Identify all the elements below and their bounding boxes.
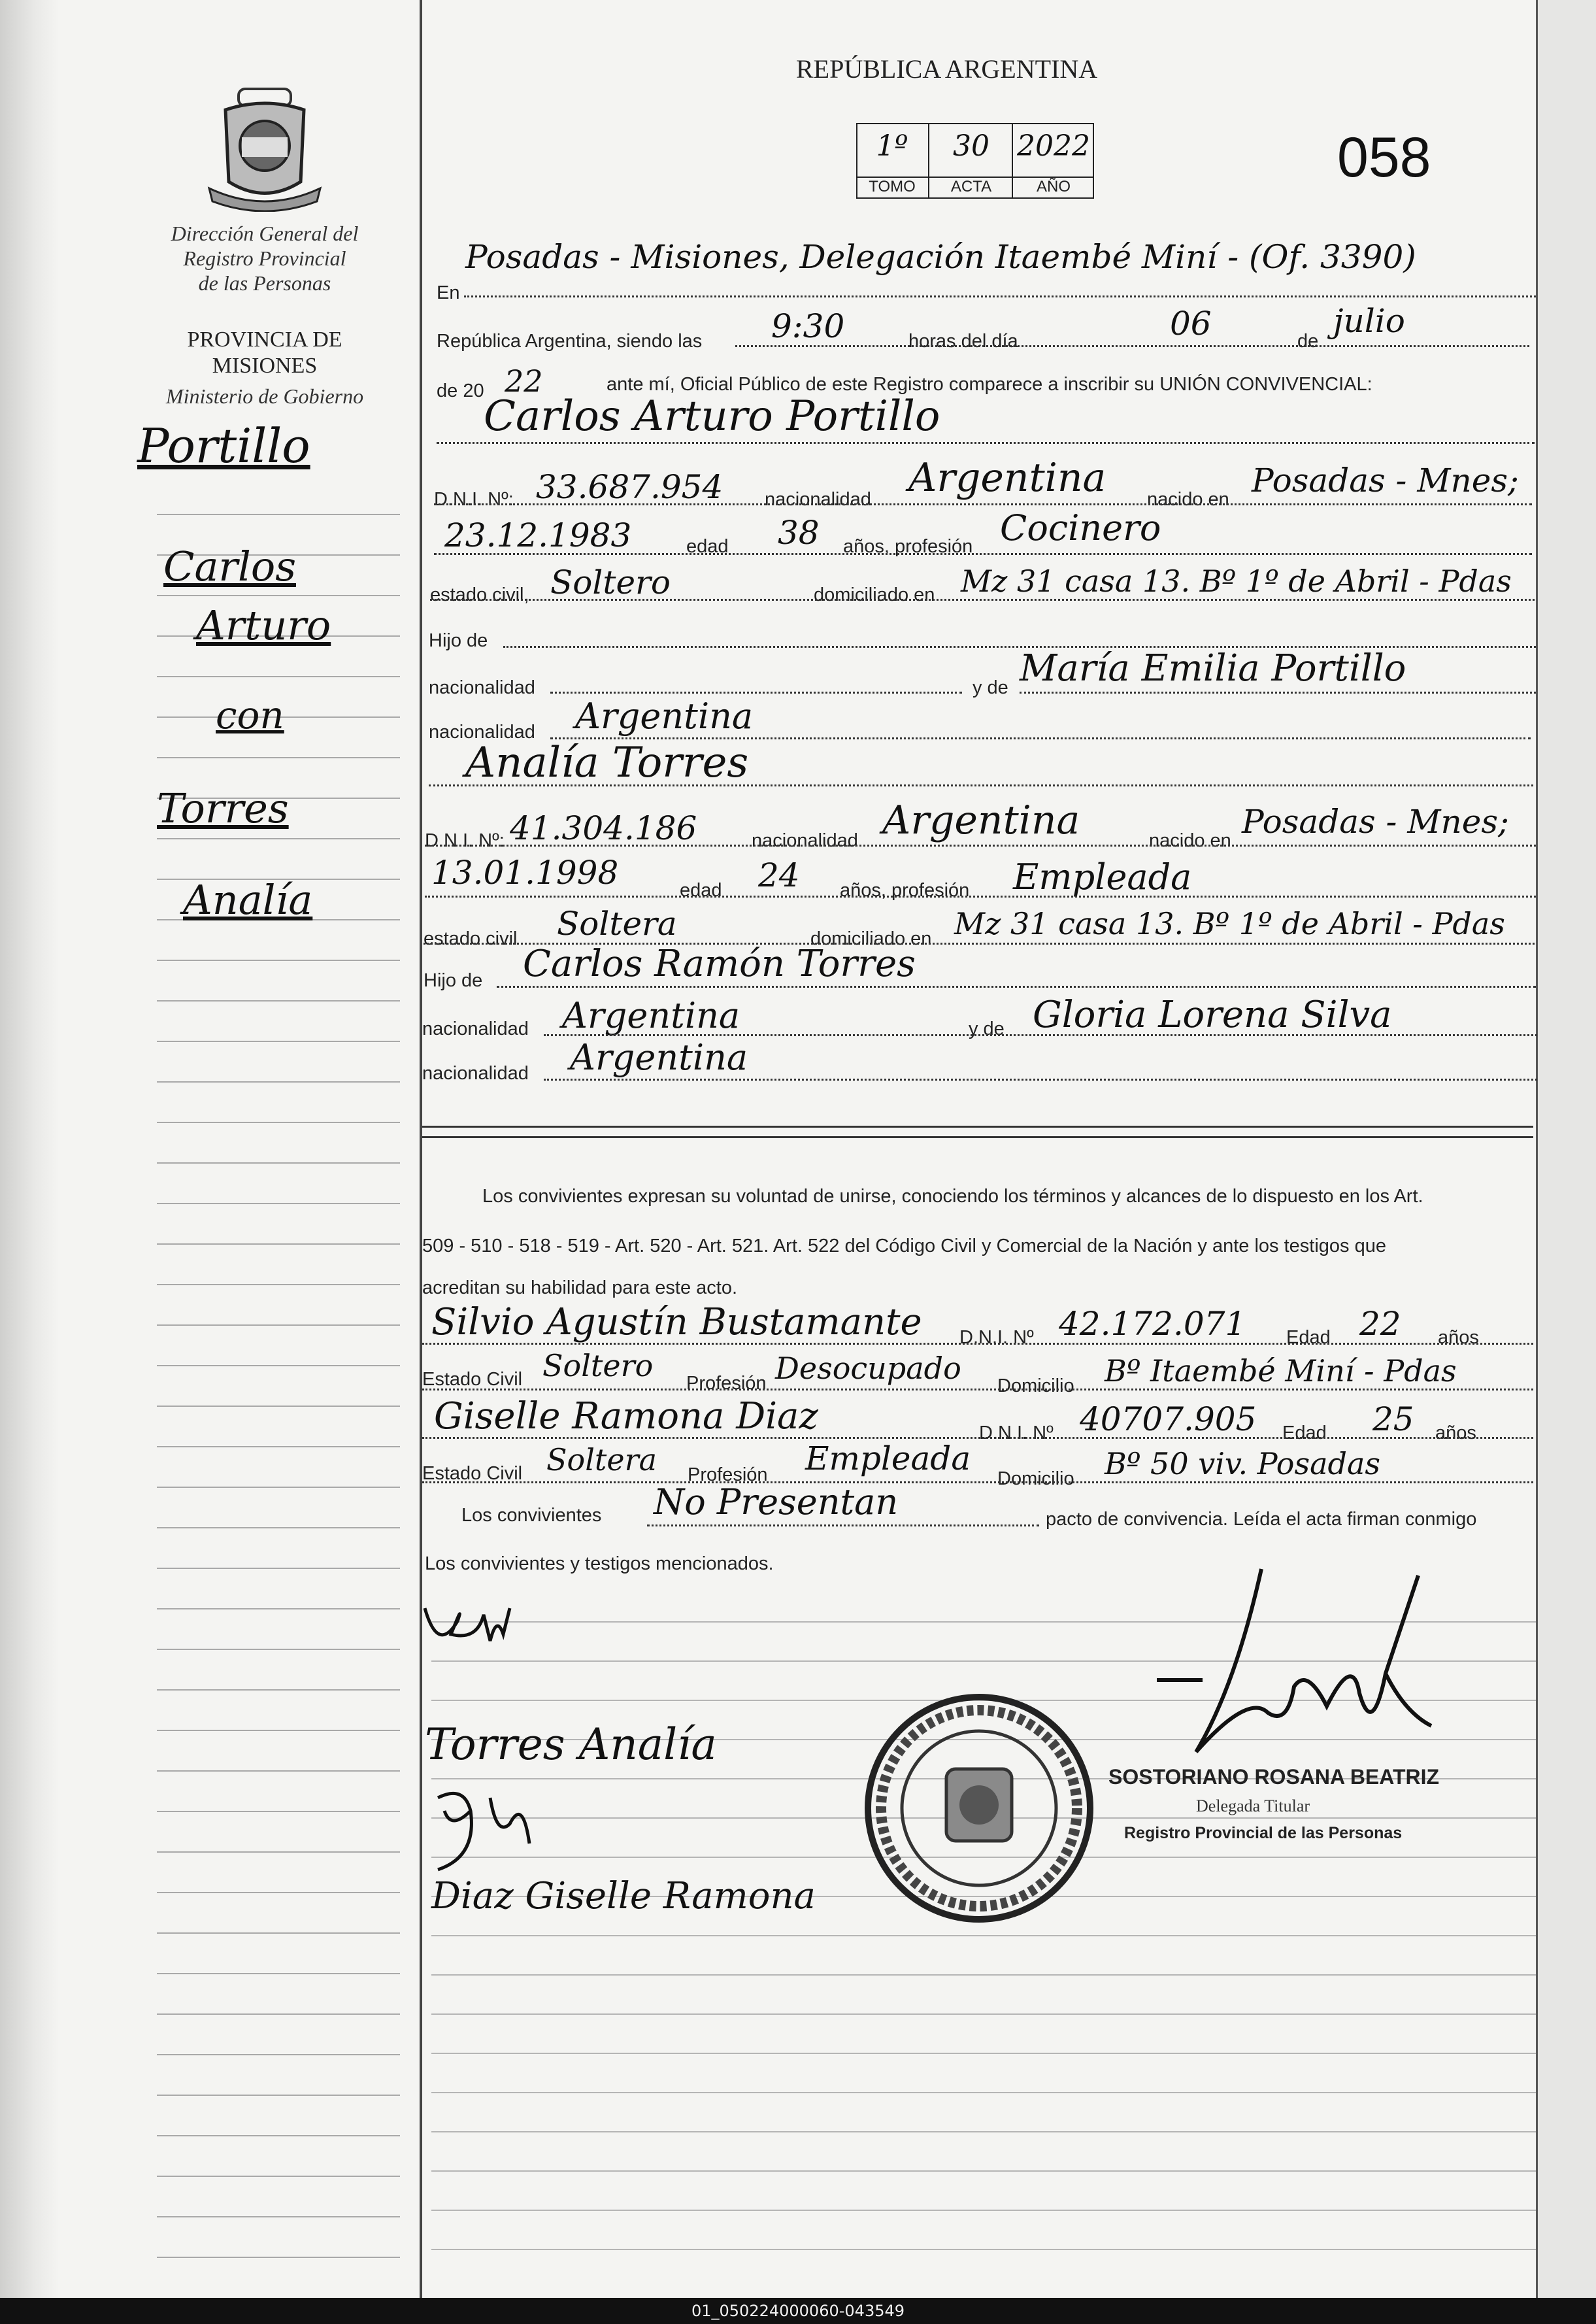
day-value: 06 bbox=[1170, 305, 1212, 343]
fill-line bbox=[497, 986, 1536, 988]
ruled-line bbox=[157, 1568, 400, 1569]
ruled-line bbox=[157, 2013, 400, 2015]
ruled-line bbox=[157, 1041, 400, 1042]
person2-address: Mz 31 casa 13. Bº 1º de Abril - Pdas bbox=[954, 906, 1505, 941]
signature-torres-analia: Torres Analía bbox=[425, 1719, 717, 1770]
republic-heading: REPÚBLICA ARGENTINA bbox=[796, 54, 1098, 84]
person1-profession: Cocinero bbox=[1000, 507, 1161, 548]
witness2-dni: 40707.905 bbox=[1080, 1400, 1257, 1438]
paragraph-line-3: acreditan su habilidad para este acto. bbox=[422, 1277, 738, 1298]
ruled-line bbox=[157, 2257, 400, 2258]
place-value: Posadas - Misiones, Delegación Itaembé Miní - (Of. 3390) bbox=[465, 238, 1416, 276]
ruled-line bbox=[431, 2013, 1536, 2015]
signature-portillo bbox=[418, 1595, 516, 1667]
page-number: 058 bbox=[1337, 126, 1431, 189]
ruled-line bbox=[157, 676, 400, 677]
witness1-civil-status: Soltero bbox=[542, 1348, 654, 1383]
label-nacionalidad-padre-2: nacionalidad bbox=[422, 1019, 529, 1039]
ruled-line bbox=[157, 1811, 400, 1812]
margin-con: con bbox=[216, 693, 284, 737]
margin-firstname-2: Analía bbox=[183, 876, 313, 924]
ruled-line bbox=[431, 2170, 1536, 2172]
ano-label: AÑO bbox=[1036, 178, 1071, 195]
person2-profession: Empleada bbox=[1013, 856, 1192, 898]
witness1-profession: Desocupado bbox=[775, 1351, 961, 1386]
ruled-line bbox=[157, 1892, 400, 1893]
ruled-line bbox=[157, 1973, 400, 1974]
person1-dni: 33.687.954 bbox=[536, 468, 723, 506]
time-value: 9:30 bbox=[771, 307, 845, 345]
registry-round-seal-icon bbox=[861, 1691, 1097, 1926]
fill-line bbox=[464, 295, 1536, 297]
person1-birthplace: Posadas - Mnes; bbox=[1252, 462, 1519, 499]
label-pacto: pacto de convivencia. Leída el acta firman conmigo bbox=[1046, 1509, 1477, 1530]
label-domiciliado: domiciliado en bbox=[814, 584, 935, 605]
label-profesion-w1: Profesión bbox=[686, 1373, 767, 1394]
label-y-de-2: y de bbox=[969, 1019, 1005, 1039]
label-closing: Los convivientes y testigos mencionados. bbox=[425, 1553, 774, 1574]
label-de-20: de 20 bbox=[437, 380, 484, 401]
fill-line bbox=[422, 1481, 1533, 1483]
official-stamp-title: Delegada Titular bbox=[1196, 1796, 1310, 1815]
ruled-line bbox=[157, 960, 400, 961]
fill-line bbox=[1020, 692, 1536, 694]
person1-nationality: Argentina bbox=[908, 455, 1106, 501]
ruled-line bbox=[157, 1243, 400, 1245]
label-en: En bbox=[437, 282, 460, 303]
ruled-line bbox=[157, 1122, 400, 1123]
ruled-line bbox=[431, 2210, 1536, 2211]
pacto-value: No Presentan bbox=[654, 1481, 899, 1523]
ruled-line bbox=[157, 1730, 400, 1731]
file-id: 01_050224000060-043549 bbox=[691, 2302, 905, 2320]
ruled-line bbox=[157, 1770, 400, 1772]
margin-surname-1: Portillo bbox=[137, 418, 310, 473]
fill-line bbox=[422, 1343, 1533, 1345]
fill-line bbox=[434, 553, 1532, 555]
separator bbox=[422, 1126, 1533, 1128]
ruled-line bbox=[157, 1649, 400, 1650]
label-convivientes: Los convivientes bbox=[461, 1505, 602, 1526]
ruled-line bbox=[431, 2249, 1536, 2250]
label-nacido-en-2: nacido en bbox=[1149, 830, 1231, 851]
ruled-line bbox=[157, 1446, 400, 1447]
ruled-line bbox=[157, 2216, 400, 2217]
label-ante-mi: ante mí, Oficial Público de este Registro comparece a inscribir su UNIÓN CONVIVENCIAL: bbox=[607, 374, 1372, 395]
signature-diaz-giselle-ramona: Diaz Giselle Ramona bbox=[431, 1875, 816, 1917]
ruled-line bbox=[157, 1608, 400, 1609]
ruled-line bbox=[431, 2092, 1536, 2093]
label-edad-2: edad bbox=[680, 880, 722, 901]
label-anos-profesion: años, profesión bbox=[843, 536, 973, 557]
witness2-name: Giselle Ramona Diaz bbox=[434, 1395, 818, 1438]
label-nacionalidad: nacionalidad bbox=[765, 489, 871, 510]
label-domicilio-w1: Domicilio bbox=[997, 1375, 1074, 1396]
margin-firstname-1: Carlos bbox=[163, 543, 297, 590]
ruled-line bbox=[157, 514, 400, 515]
person2-mother-nationality: Argentina bbox=[570, 1037, 748, 1078]
acta-label: ACTA bbox=[950, 178, 992, 195]
year-value: 22 bbox=[505, 363, 543, 399]
person2-father: Carlos Ramón Torres bbox=[523, 943, 916, 985]
separator bbox=[422, 1136, 1533, 1138]
label-anos-w2: años bbox=[1435, 1423, 1476, 1443]
ruled-line bbox=[431, 1974, 1536, 1976]
ruled-line bbox=[157, 1689, 400, 1691]
witness2-civil-status: Soltera bbox=[546, 1442, 657, 1477]
person1-name: Carlos Arturo Portillo bbox=[484, 392, 940, 441]
label-de: de bbox=[1297, 331, 1319, 352]
label-anos-w1: años bbox=[1438, 1327, 1479, 1348]
label-dni-w2: D.N.I. Nº bbox=[979, 1423, 1054, 1443]
ruled-line bbox=[157, 757, 400, 758]
ruled-line bbox=[157, 1527, 400, 1528]
ruled-line bbox=[157, 1284, 400, 1285]
fill-line bbox=[735, 345, 1529, 347]
fill-line bbox=[425, 845, 1536, 847]
fill-line bbox=[437, 442, 1535, 444]
person2-dni: 41.304.186 bbox=[510, 809, 697, 847]
fill-line bbox=[647, 1524, 1039, 1526]
margin-middlename-1: Arturo bbox=[196, 601, 331, 649]
official-stamp-name: SOSTORIANO ROSANA BEATRIZ bbox=[1108, 1765, 1440, 1789]
ruled-line bbox=[157, 1851, 400, 1853]
file-footer bbox=[0, 2298, 1596, 2324]
ruled-line bbox=[157, 1324, 400, 1326]
ruled-line bbox=[157, 1081, 400, 1083]
ruled-line bbox=[157, 595, 400, 596]
label-estado-civil-2: estado civil bbox=[424, 928, 518, 949]
label-dni-1: D.N.I. Nº: bbox=[434, 489, 514, 510]
person1-mother-nationality: Argentina bbox=[575, 696, 754, 737]
page-edge bbox=[0, 0, 59, 2298]
label-estado-w2: Estado Civil bbox=[422, 1463, 523, 1484]
label-edad-w1: Edad bbox=[1286, 1327, 1331, 1348]
label-profesion-w2: Profesión bbox=[688, 1464, 768, 1485]
month-value: julio bbox=[1333, 302, 1405, 340]
ruled-line bbox=[431, 2053, 1536, 2054]
label-anos-profesion-2: años, profesión bbox=[840, 880, 970, 901]
ruled-line bbox=[157, 1365, 400, 1366]
ruled-line bbox=[157, 1487, 400, 1488]
ruled-line bbox=[157, 2135, 400, 2136]
fill-line bbox=[422, 1437, 1533, 1439]
misiones-seal-icon bbox=[203, 84, 327, 212]
label-y-de: y de bbox=[973, 677, 1008, 698]
column-divider bbox=[420, 0, 422, 2298]
fill-line bbox=[422, 1389, 1533, 1390]
fill-line bbox=[429, 784, 1533, 786]
witness2-age: 25 bbox=[1372, 1400, 1414, 1438]
person2-nationality: Argentina bbox=[882, 798, 1080, 843]
ruled-line bbox=[157, 838, 400, 839]
witness1-dni: 42.172.071 bbox=[1059, 1305, 1246, 1343]
person2-father-nationality: Argentina bbox=[562, 995, 740, 1036]
tomo-value: 1º bbox=[876, 129, 908, 163]
label-domicilio-w2: Domicilio bbox=[997, 1468, 1074, 1489]
signature-diaz-initials bbox=[425, 1785, 556, 1876]
margin-surname-2: Torres bbox=[157, 784, 289, 832]
fill-line bbox=[434, 503, 1532, 505]
paragraph-line-1: Los convivientes expresan su voluntad de unirse, conociendo los términos y alcances de lo dispuesto en los Art. bbox=[482, 1186, 1423, 1207]
person2-birthdate: 13.01.1998 bbox=[431, 854, 619, 892]
fill-line bbox=[544, 1034, 1537, 1036]
person2-name: Analía Torres bbox=[465, 739, 749, 787]
book-edge bbox=[1536, 0, 1596, 2298]
label-dni-2: D.N.I. Nº: bbox=[425, 830, 505, 851]
person2-mother: Gloria Lorena Silva bbox=[1033, 994, 1392, 1036]
official-stamp-office: Registro Provincial de las Personas bbox=[1124, 1824, 1403, 1842]
ruled-line bbox=[431, 2131, 1536, 2132]
ruled-line bbox=[157, 1162, 400, 1164]
ruled-line bbox=[157, 2054, 400, 2055]
person1-birthdate: 23.12.1983 bbox=[444, 516, 632, 554]
label-estado-civil: estado civil, bbox=[430, 584, 529, 605]
acta-value: 30 bbox=[953, 129, 989, 163]
person2-age: 24 bbox=[758, 856, 800, 894]
label-edad-w2: Edad bbox=[1282, 1423, 1327, 1443]
label-nacido-en: nacido en bbox=[1147, 489, 1229, 510]
witness2-profession: Empleada bbox=[805, 1440, 971, 1477]
person1-mother: María Emilia Portillo bbox=[1020, 647, 1406, 690]
ruled-line bbox=[157, 1203, 400, 1204]
fill-line bbox=[550, 692, 962, 694]
label-nacionalidad-padre-1: nacionalidad bbox=[429, 677, 535, 698]
fill-line bbox=[544, 1079, 1537, 1081]
witness1-name: Silvio Agustín Bustamante bbox=[431, 1301, 922, 1343]
label-hijo-de: Hijo de bbox=[429, 630, 488, 651]
label-hijo-de-2: Hijo de bbox=[424, 970, 483, 991]
label-nacionalidad-2: nacionalidad bbox=[752, 830, 858, 851]
witness2-address: Bº 50 viv. Posadas bbox=[1105, 1446, 1380, 1481]
label-horas: horas del día bbox=[908, 331, 1018, 352]
person2-civil-status: Soltera bbox=[557, 905, 677, 943]
fill-line bbox=[425, 896, 1536, 898]
province-name: PROVINCIA DE MISIONES bbox=[187, 328, 342, 378]
label-edad: edad bbox=[686, 536, 729, 557]
label-domiciliado-2: domiciliado en bbox=[810, 928, 932, 949]
witness1-age: 22 bbox=[1359, 1305, 1401, 1343]
person2-birthplace: Posadas - Mnes; bbox=[1242, 803, 1509, 841]
person1-age: 38 bbox=[778, 514, 820, 552]
ruled-line bbox=[157, 1406, 400, 1407]
paragraph-line-2: 509 - 510 - 518 - 519 - Art. 520 - Art. 521. Art. 522 del Código Civil y Comercial de la Nación y ante los testigos que bbox=[422, 1236, 1386, 1256]
witness1-address: Bº Itaembé Miní - Pdas bbox=[1105, 1353, 1457, 1389]
ruled-line bbox=[157, 1932, 400, 1934]
person1-address: Mz 31 casa 13. Bº 1º de Abril - Pdas bbox=[961, 564, 1512, 599]
label-republica: República Argentina, siendo las bbox=[437, 331, 703, 352]
fill-line bbox=[430, 599, 1535, 601]
ruled-line bbox=[157, 1000, 400, 1002]
ruled-line bbox=[157, 2095, 400, 2096]
person1-civil-status: Soltero bbox=[550, 564, 671, 601]
tomo-label: TOMO bbox=[869, 178, 916, 195]
registry-name: Dirección General del Registro Provincial de las Personas bbox=[171, 222, 359, 295]
ruled-line bbox=[431, 1935, 1536, 1936]
official-signature bbox=[1157, 1556, 1464, 1778]
tomo-acta-ano-box bbox=[856, 123, 1094, 199]
ano-value: 2022 bbox=[1017, 129, 1090, 163]
ministry-name: Ministerio de Gobierno bbox=[165, 384, 364, 408]
label-estado-w1: Estado Civil bbox=[422, 1369, 523, 1390]
label-dni-w1: D.N.I. Nº bbox=[959, 1327, 1034, 1348]
label-nacionalidad-madre-1: nacionalidad bbox=[429, 722, 535, 743]
ruled-line bbox=[157, 2176, 400, 2177]
label-nacionalidad-madre-2: nacionalidad bbox=[422, 1063, 529, 1084]
